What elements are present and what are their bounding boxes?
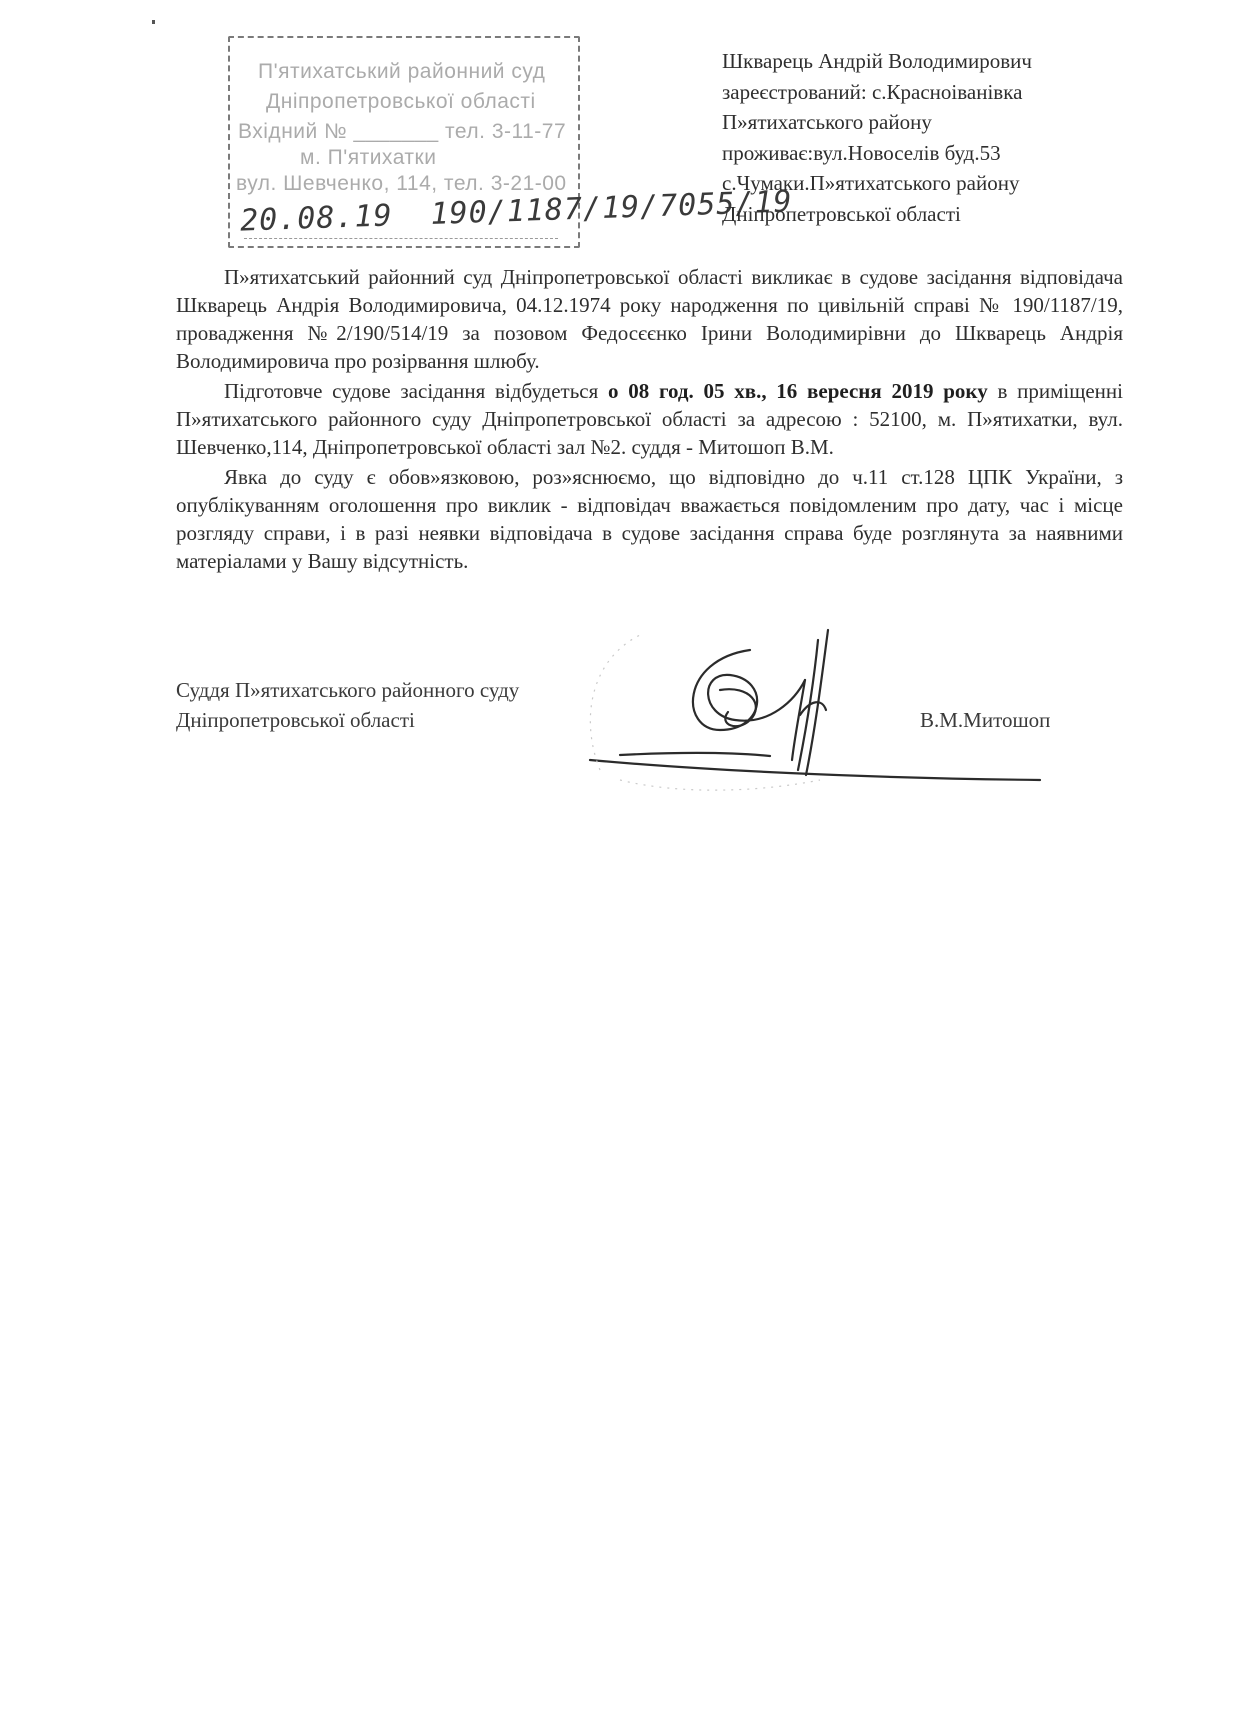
stamp-handwritten-date: 20.08.19 [239,198,394,239]
addressee-name: Шкварець Андрій Володимирович [722,49,1032,73]
addressee-district: П»ятихатського району [722,110,932,134]
stamp-handwritten-number: 190/1187/19/7055/19 [429,184,794,232]
summons-paragraph-3: Явка до суду є обов»язковою, роз»яснюємо, що відповідно до ч.11 ст.128 ЦПК України, з опублікуванням оголошення про виклик - відповідач вважається повідомленим про дату, час і місце розгляду справи, і в разі неявки відповідача в судове засідання справа буде розглянута за наявними матеріалами у Вашу відсутність. [176,465,1123,573]
judge-title-line-2: Дніпропетровської області [176,708,415,732]
judge-name: В.М.Митошоп [920,708,1051,732]
scan-speck [152,20,155,24]
stamp-rule [244,238,558,239]
stamp-line-region: Дніпропетровської області [266,90,536,113]
judge-title-line-1: Суддя П»ятихатського районного суду [176,678,520,702]
hearing-intro: Підготовче судове засідання відбудеться [224,379,609,403]
addressee-registered: зареєстрований: с.Красноіванівка [722,79,1023,104]
stamp-line-city: м. П'ятихатки [300,146,437,169]
addressee-residence: проживає:вул.Новоселів буд.53 [722,140,1001,165]
summons-paragraph-2 [176,377,1123,461]
registration-stamp [228,36,794,248]
stamp-line-incoming: Вхідний № _______ тел. 3-11-77 [238,120,567,143]
judge-title [176,675,519,735]
hearing-datetime: о 08 год. 05 хв., 16 вересня 2019 року [608,379,988,403]
stamp-line-address: вул. Шевченко, 114, тел. 3-21-00 [236,172,567,195]
summons-paragraph-1: П»ятихатський районний суд Дніпропетровської області викликає в судове засідання відповідача Шкварець Андрія Володимировича, 04.12.1974 року народження по цивільній справі № 190/1187/19, провадження №2/190/514/19 за позовом Федосєєнко Ірини Володимирівни до Шкварець Андрія Володимировича про розірвання шлюбу. [176,265,1123,373]
signature-block [176,675,1126,795]
addressee-village: с.Чумаки.П»ятихатського району [722,171,1020,195]
addressee-region: Дніпропетровської області [722,201,961,226]
summons-body [176,263,1123,577]
hearing-location: в приміщенні П»ятихатського районного суду Дніпропетровської області за адресою : 52100, м. П»ятихатки, вул. Шевченко,114, Дніпропетровської області зал №2. суддя - Митошоп В.М. [176,379,1123,459]
addressee-block [722,46,1202,229]
stamp-line-court: П'ятихатський районний суд [258,60,546,83]
